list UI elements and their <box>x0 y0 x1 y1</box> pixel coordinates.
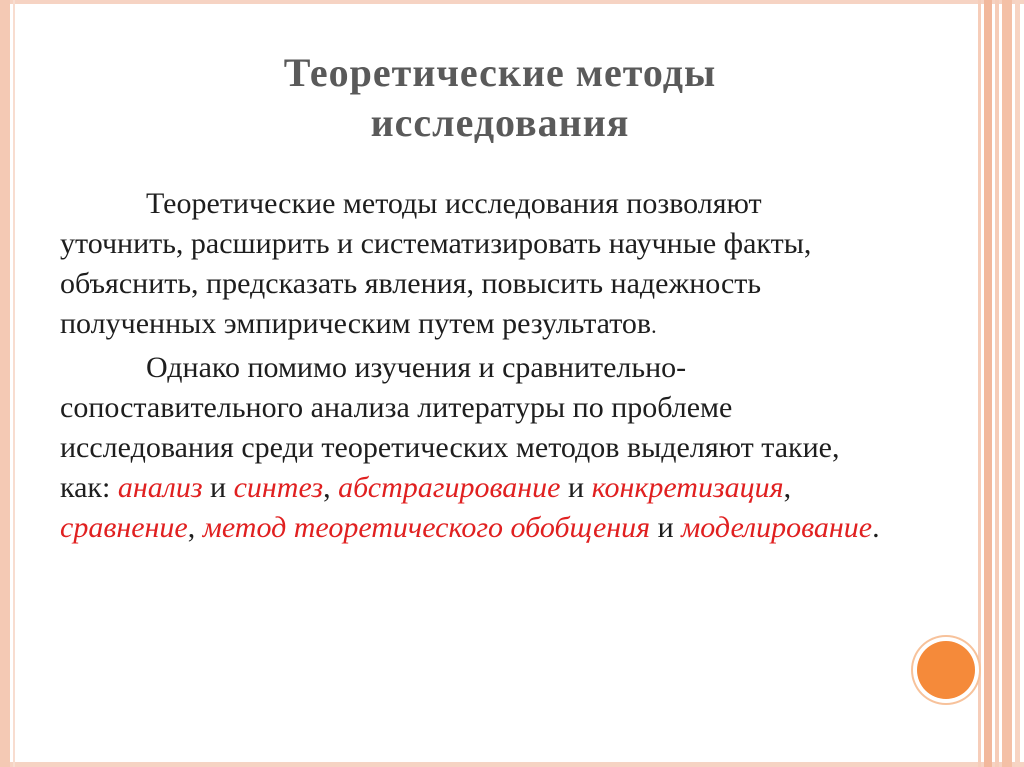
frame-top-border <box>0 0 1024 4</box>
connector: , <box>323 471 339 504</box>
paragraph-1 <box>60 184 890 346</box>
orange-circle-icon <box>917 641 975 699</box>
connector: и <box>202 471 234 504</box>
stripe <box>1002 0 1012 767</box>
stripe <box>978 0 981 767</box>
slide-title-line-1: Теоретические методы <box>283 50 717 95</box>
paragraph-2 <box>60 348 890 548</box>
connector: и <box>560 471 592 504</box>
connector: , <box>783 471 792 504</box>
paragraph-1-end: . <box>651 313 657 338</box>
paragraph-2-end: . <box>872 511 880 544</box>
method-concretization: конкретизация <box>591 471 784 504</box>
frame-bottom-border <box>0 762 1024 767</box>
method-comparison: сравнение <box>60 511 188 544</box>
method-analysis: анализ <box>117 471 203 504</box>
frame-left-border <box>0 0 10 767</box>
connector: , <box>187 511 203 544</box>
slide-title-line-2: исследования <box>370 100 630 145</box>
frame-left-inner-line <box>13 0 15 767</box>
method-abstraction: абстрагирование <box>338 471 561 504</box>
slide-body <box>60 184 890 550</box>
paragraph-1-text: Теоретические методы исследования позволяют уточнить, расширить и систематизировать научные факты, объяснить, предсказать явления, повысить надежность полученных эмпирическим путем результатов <box>60 187 812 340</box>
slide-title <box>120 48 880 148</box>
stripe <box>1015 0 1020 767</box>
stripe <box>984 0 992 767</box>
connector: и <box>650 511 682 544</box>
decorative-stripes <box>976 0 1024 767</box>
stripe <box>995 0 999 767</box>
method-generalization: метод теоретического обобщения <box>202 511 651 544</box>
paragraph-2-intro: Однако помимо изучения и сравнительно-сопоставительного анализа литературы по проблеме исследования среди теоретических методов выделяют такие, как: <box>60 351 840 504</box>
method-modeling: моделирование <box>681 511 873 544</box>
method-synthesis: синтез <box>233 471 324 504</box>
